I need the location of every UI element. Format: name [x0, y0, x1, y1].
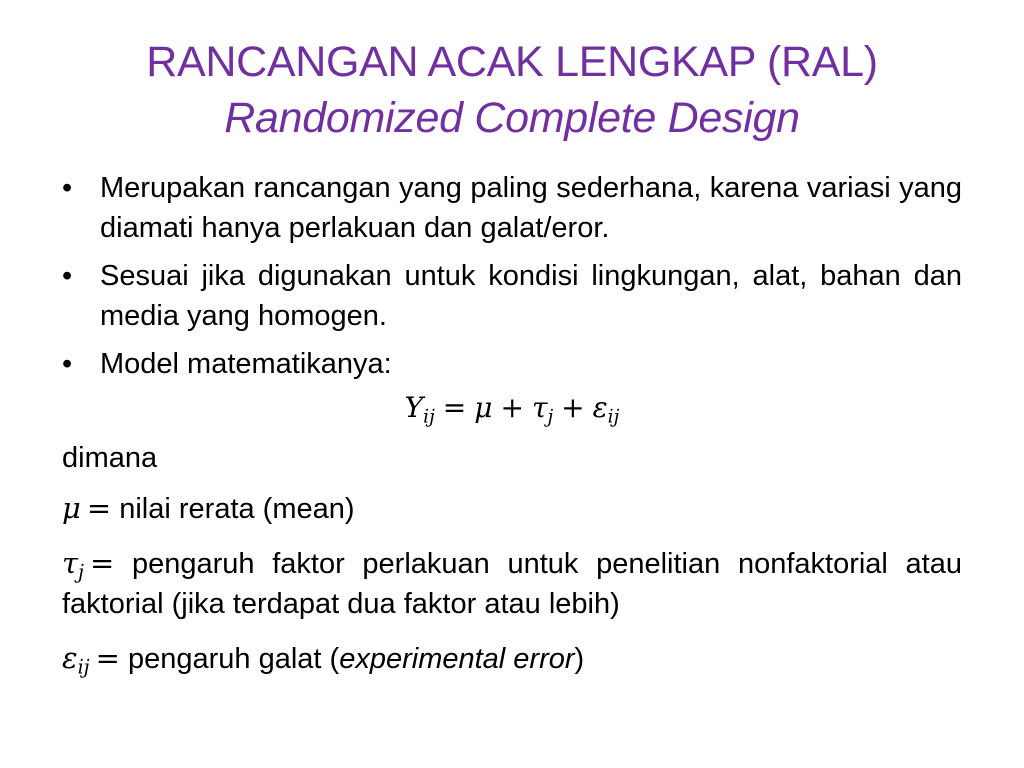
def-eps-equals: =	[95, 641, 120, 675]
bullet-item-1	[62, 168, 962, 248]
def-tau-equals: =	[89, 546, 115, 580]
def-tau-subscript: j	[78, 560, 84, 584]
eq-Y-subscript: ij	[423, 406, 435, 428]
bullet-item-3	[62, 344, 962, 384]
eq-Y: Y	[404, 391, 424, 424]
def-eps-text-before: pengaruh galat (	[119, 643, 340, 675]
bullet-text-1: Merupakan rancangan yang paling sederhana, karena variasi yang diamati hanya perlakuan dan galat/eror.	[100, 172, 962, 244]
definition-epsilon	[62, 638, 962, 679]
eq-epsilon-subscript: ij	[607, 406, 620, 428]
bullet-dot-icon: •	[62, 348, 73, 380]
title-main: RANCANGAN ACAK LENGKAP (RAL)	[146, 38, 878, 86]
model-equation	[62, 386, 962, 430]
bullet-dot-icon: •	[62, 172, 73, 204]
eq-epsilon: ε	[592, 391, 608, 424]
eq-plus-2: +	[561, 391, 585, 424]
def-eps-text-italic: experimental error	[339, 643, 575, 675]
def-eps-symbol: ε	[62, 641, 78, 675]
eq-equals: =	[442, 391, 467, 424]
bullet-item-2	[62, 256, 962, 336]
dimana-label: dimana	[62, 442, 158, 474]
def-tau-text: pengaruh faktor perlakuan untuk penelitian nonfaktorial atau faktorial (jika terdapat dua faktor atau lebih)	[62, 548, 962, 620]
def-tau-symbol: τ	[62, 546, 79, 580]
def-eps-subscript: ij	[77, 655, 90, 679]
definition-tau	[62, 543, 962, 624]
def-eps-text-after: )	[574, 643, 585, 675]
bullet-text-2: Sesuai jika digunakan untuk kondisi lingkungan, alat, bahan dan media yang homogen.	[100, 260, 962, 332]
slide-content	[62, 168, 962, 693]
eq-plus-1: +	[500, 391, 524, 424]
eq-mu: μ	[474, 391, 493, 424]
title-subtitle: Randomized Complete Design	[224, 94, 800, 142]
bullet-dot-icon: •	[62, 260, 73, 292]
definition-mu	[62, 488, 962, 529]
slide-title	[60, 34, 964, 146]
def-mu-text: nilai rerata (mean)	[111, 493, 355, 525]
eq-tau: τ	[531, 391, 548, 424]
bullet-text-3: Model matematikanya:	[100, 348, 392, 380]
def-mu-symbol: μ	[62, 491, 81, 525]
def-mu-equals: =	[86, 491, 112, 525]
eq-tau-subscript: j	[547, 406, 554, 428]
